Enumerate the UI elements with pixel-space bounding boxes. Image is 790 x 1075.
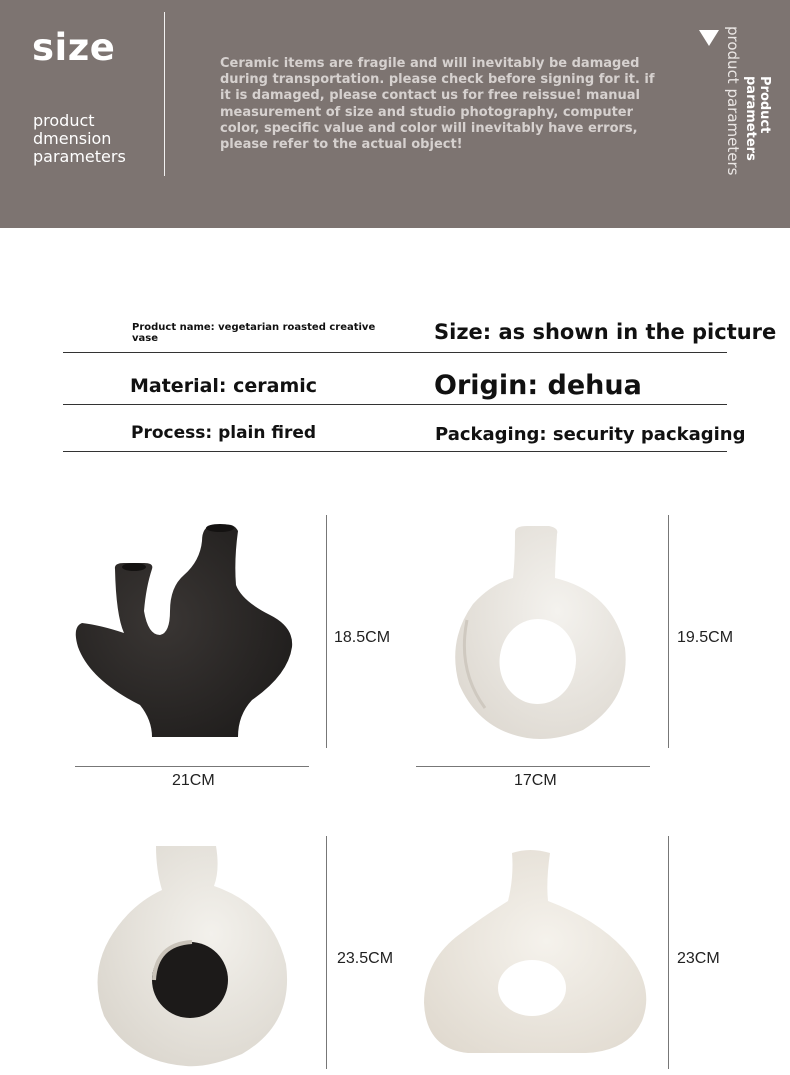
spec-divider [63, 352, 727, 353]
vase-image-white-ring [445, 520, 665, 745]
fragile-notice: Ceramic items are fragile and will inevitably be damaged during transportation. please check before signing for it. if it is damaged, please contact us for free reissue! manual measurement of size and studio photography, computer color, specific value and color will inevitably have errors, please refer to the actual object! [220, 56, 655, 153]
height-dimension-line [326, 515, 327, 748]
vase-height-label: 23.5CM [337, 950, 394, 967]
vertical-title-light-text: product parameters [724, 26, 742, 176]
spec-process: Process: plain fired [131, 423, 317, 443]
spec-divider [63, 451, 727, 452]
dimension-label [33, 112, 158, 166]
vase-width-label: 17CM [514, 772, 557, 789]
vase-image-black [60, 515, 320, 745]
dimension-label-line: parameters [33, 147, 126, 166]
spec-material: Material: ceramic [130, 375, 318, 397]
height-dimension-line [668, 836, 669, 1069]
dimension-label-line: dmension [33, 129, 112, 148]
height-dimension-line [668, 515, 669, 748]
size-title: size [32, 26, 116, 69]
triangle-down-icon [699, 30, 719, 46]
vase-height-label: 18.5CM [334, 629, 391, 646]
vase-height-label: 23CM [677, 950, 720, 967]
spec-product-name: Product name: vegetarian roasted creative vase [132, 322, 376, 344]
header-banner [0, 0, 790, 228]
vertical-title-bold [741, 76, 772, 161]
spec-divider [63, 404, 727, 405]
height-dimension-line [326, 836, 327, 1069]
vertical-title-line: parameters [743, 76, 758, 161]
vase-height-label: 19.5CM [677, 629, 734, 646]
width-dimension-line [75, 766, 309, 767]
vase-image-white-asymmetric [420, 845, 660, 1060]
dimension-label-line: product [33, 111, 95, 130]
banner-divider [164, 12, 165, 176]
vertical-title-line: Product [757, 76, 772, 134]
vase-width-label: 21CM [172, 772, 215, 789]
vertical-title-light [723, 26, 743, 196]
vase-image-white-tall [90, 840, 300, 1070]
width-dimension-line [416, 766, 650, 767]
spec-origin: Origin: dehua [434, 370, 642, 401]
spec-size: Size: as shown in the picture [434, 320, 777, 344]
spec-packaging: Packaging: security packaging [435, 424, 746, 445]
